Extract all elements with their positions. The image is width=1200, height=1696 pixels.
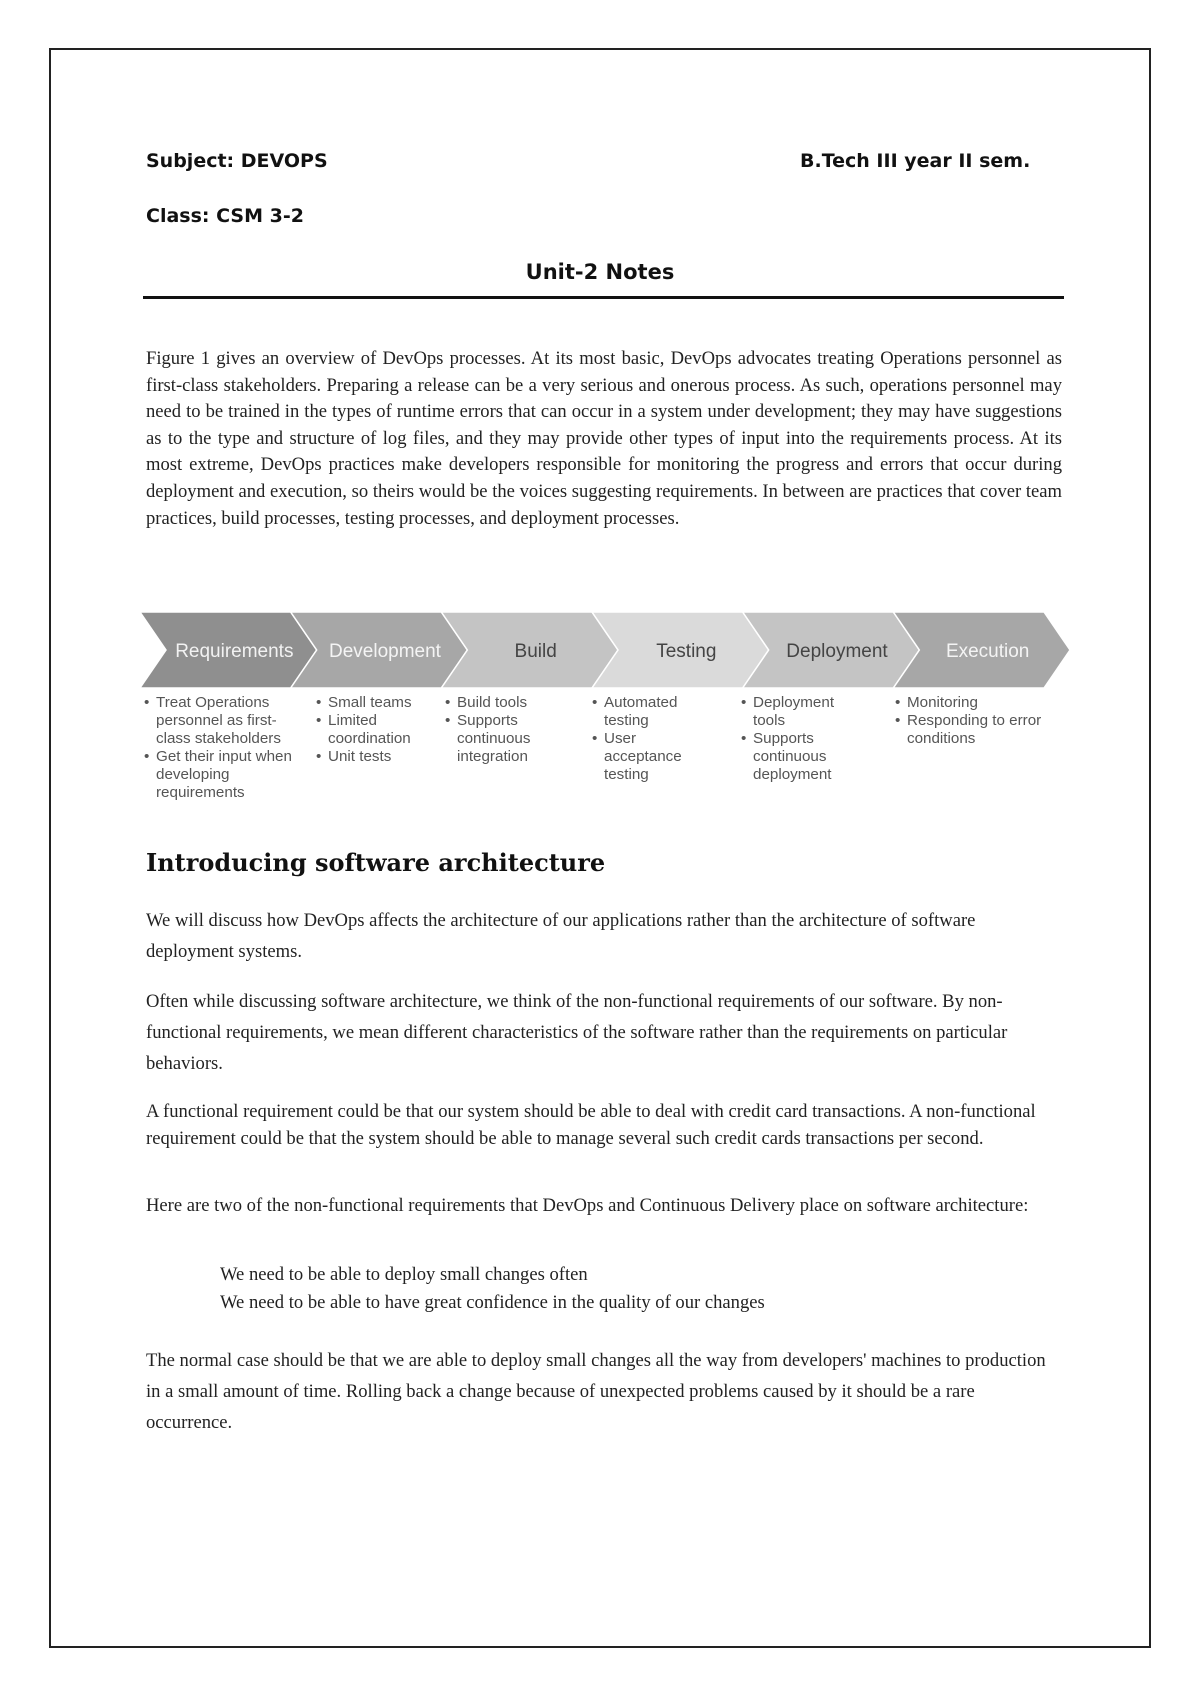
stage-item: • Limited coordination xyxy=(316,712,426,748)
class-label: Class: CSM 3-2 xyxy=(146,205,304,227)
stage-item: • User acceptance testing xyxy=(592,730,702,784)
stage-chevron xyxy=(743,612,920,688)
stage-chevron xyxy=(441,612,618,688)
page-title: Unit-2 Notes xyxy=(525,260,675,284)
stage-chevron xyxy=(893,612,1070,688)
requirement-line: We need to be able to have great confidence in the quality of our changes xyxy=(220,1292,765,1313)
stage-label: Deployment xyxy=(786,641,888,662)
stage-item: • Unit tests xyxy=(316,748,426,766)
section-paragraph-3: A functional requirement could be that our system should be able to deal with credit card transactions. A non-functional requirement could be that the system should be able to manage several such credit cards transactions per second. xyxy=(146,1101,1036,1149)
section-heading: Introducing software architecture xyxy=(146,848,606,877)
stage-item: • Monitoring xyxy=(895,694,1045,712)
intro-paragraph: Figure 1 gives an overview of DevOps processes. At its most basic, DevOps advocates treating Operations personnel as first-class stakeholders. Preparing a release can be a very serious and onerous process. As such, operations personnel may need to be trained in the types of runtime errors that can occur in a system under development; they may have suggestions as to the type and structure of log files, and they may provide other types of input into the requirements process. At its most extreme, DevOps practices make developers responsible for monitoring the progress and errors that occur during deployment and execution, so theirs would be the voices suggesting requirements. In between are practices that cover team practices, build processes, testing processes, and deployment processes. xyxy=(146,348,1062,529)
stage-item: • Supports continuous integration xyxy=(445,712,555,766)
stage-label: Build xyxy=(514,641,557,662)
stage-items-deployment xyxy=(741,694,851,784)
stage-items-testing xyxy=(592,694,702,784)
stage-item: • Get their input when developing requirements xyxy=(144,748,294,802)
stage-items-build xyxy=(445,694,555,766)
stage-item: • Treat Operations personnel as first-class stakeholders xyxy=(144,694,294,748)
stage-items-execution xyxy=(895,694,1045,748)
year-label: B.Tech III year II sem. xyxy=(800,150,1031,172)
stage-item: • Build tools xyxy=(445,694,555,712)
stage-chevron xyxy=(140,612,317,688)
stage-item: • Small teams xyxy=(316,694,426,712)
section-paragraph-4: Here are two of the non-functional requirements that DevOps and Continuous Delivery place on software architecture: xyxy=(146,1195,1029,1216)
stage-item: • Supports continuous deployment xyxy=(741,730,851,784)
stage-label: Execution xyxy=(945,641,1030,662)
stage-label: Testing xyxy=(656,641,717,662)
stage-item: • Responding to error conditions xyxy=(895,712,1045,748)
stage-chevron xyxy=(592,612,769,688)
requirement-line: We need to be able to deploy small changes often xyxy=(220,1264,588,1285)
process-chevrons xyxy=(140,610,1070,690)
section-paragraph-2: Often while discussing software architecture, we think of the non-functional requirements of our software. By non-functional requirements, we mean different characteristics of the software rather than the requirements on particular behaviors. xyxy=(146,991,1008,1074)
section-paragraph-1: We will discuss how DevOps affects the architecture of our applications rather than the architecture of software deployment systems. xyxy=(146,910,976,962)
section-paragraph-5: The normal case should be that we are able to deploy small changes all the way from developers' machines to production in a small amount of time. Rolling back a change because of unexpected problems caused by it should be a rare occurrence. xyxy=(146,1350,1046,1433)
stage-item: • Automated testing xyxy=(592,694,702,730)
stage-items-development xyxy=(316,694,426,766)
stage-label: Development xyxy=(329,641,441,662)
title-rule xyxy=(143,296,1064,299)
stage-item: • Deployment tools xyxy=(741,694,851,730)
subject-label: Subject: DEVOPS xyxy=(146,150,328,172)
devops-process-figure xyxy=(140,610,1070,800)
stage-label: Requirements xyxy=(175,641,294,662)
stage-chevron xyxy=(291,612,468,688)
stage-items-requirements xyxy=(144,694,294,802)
